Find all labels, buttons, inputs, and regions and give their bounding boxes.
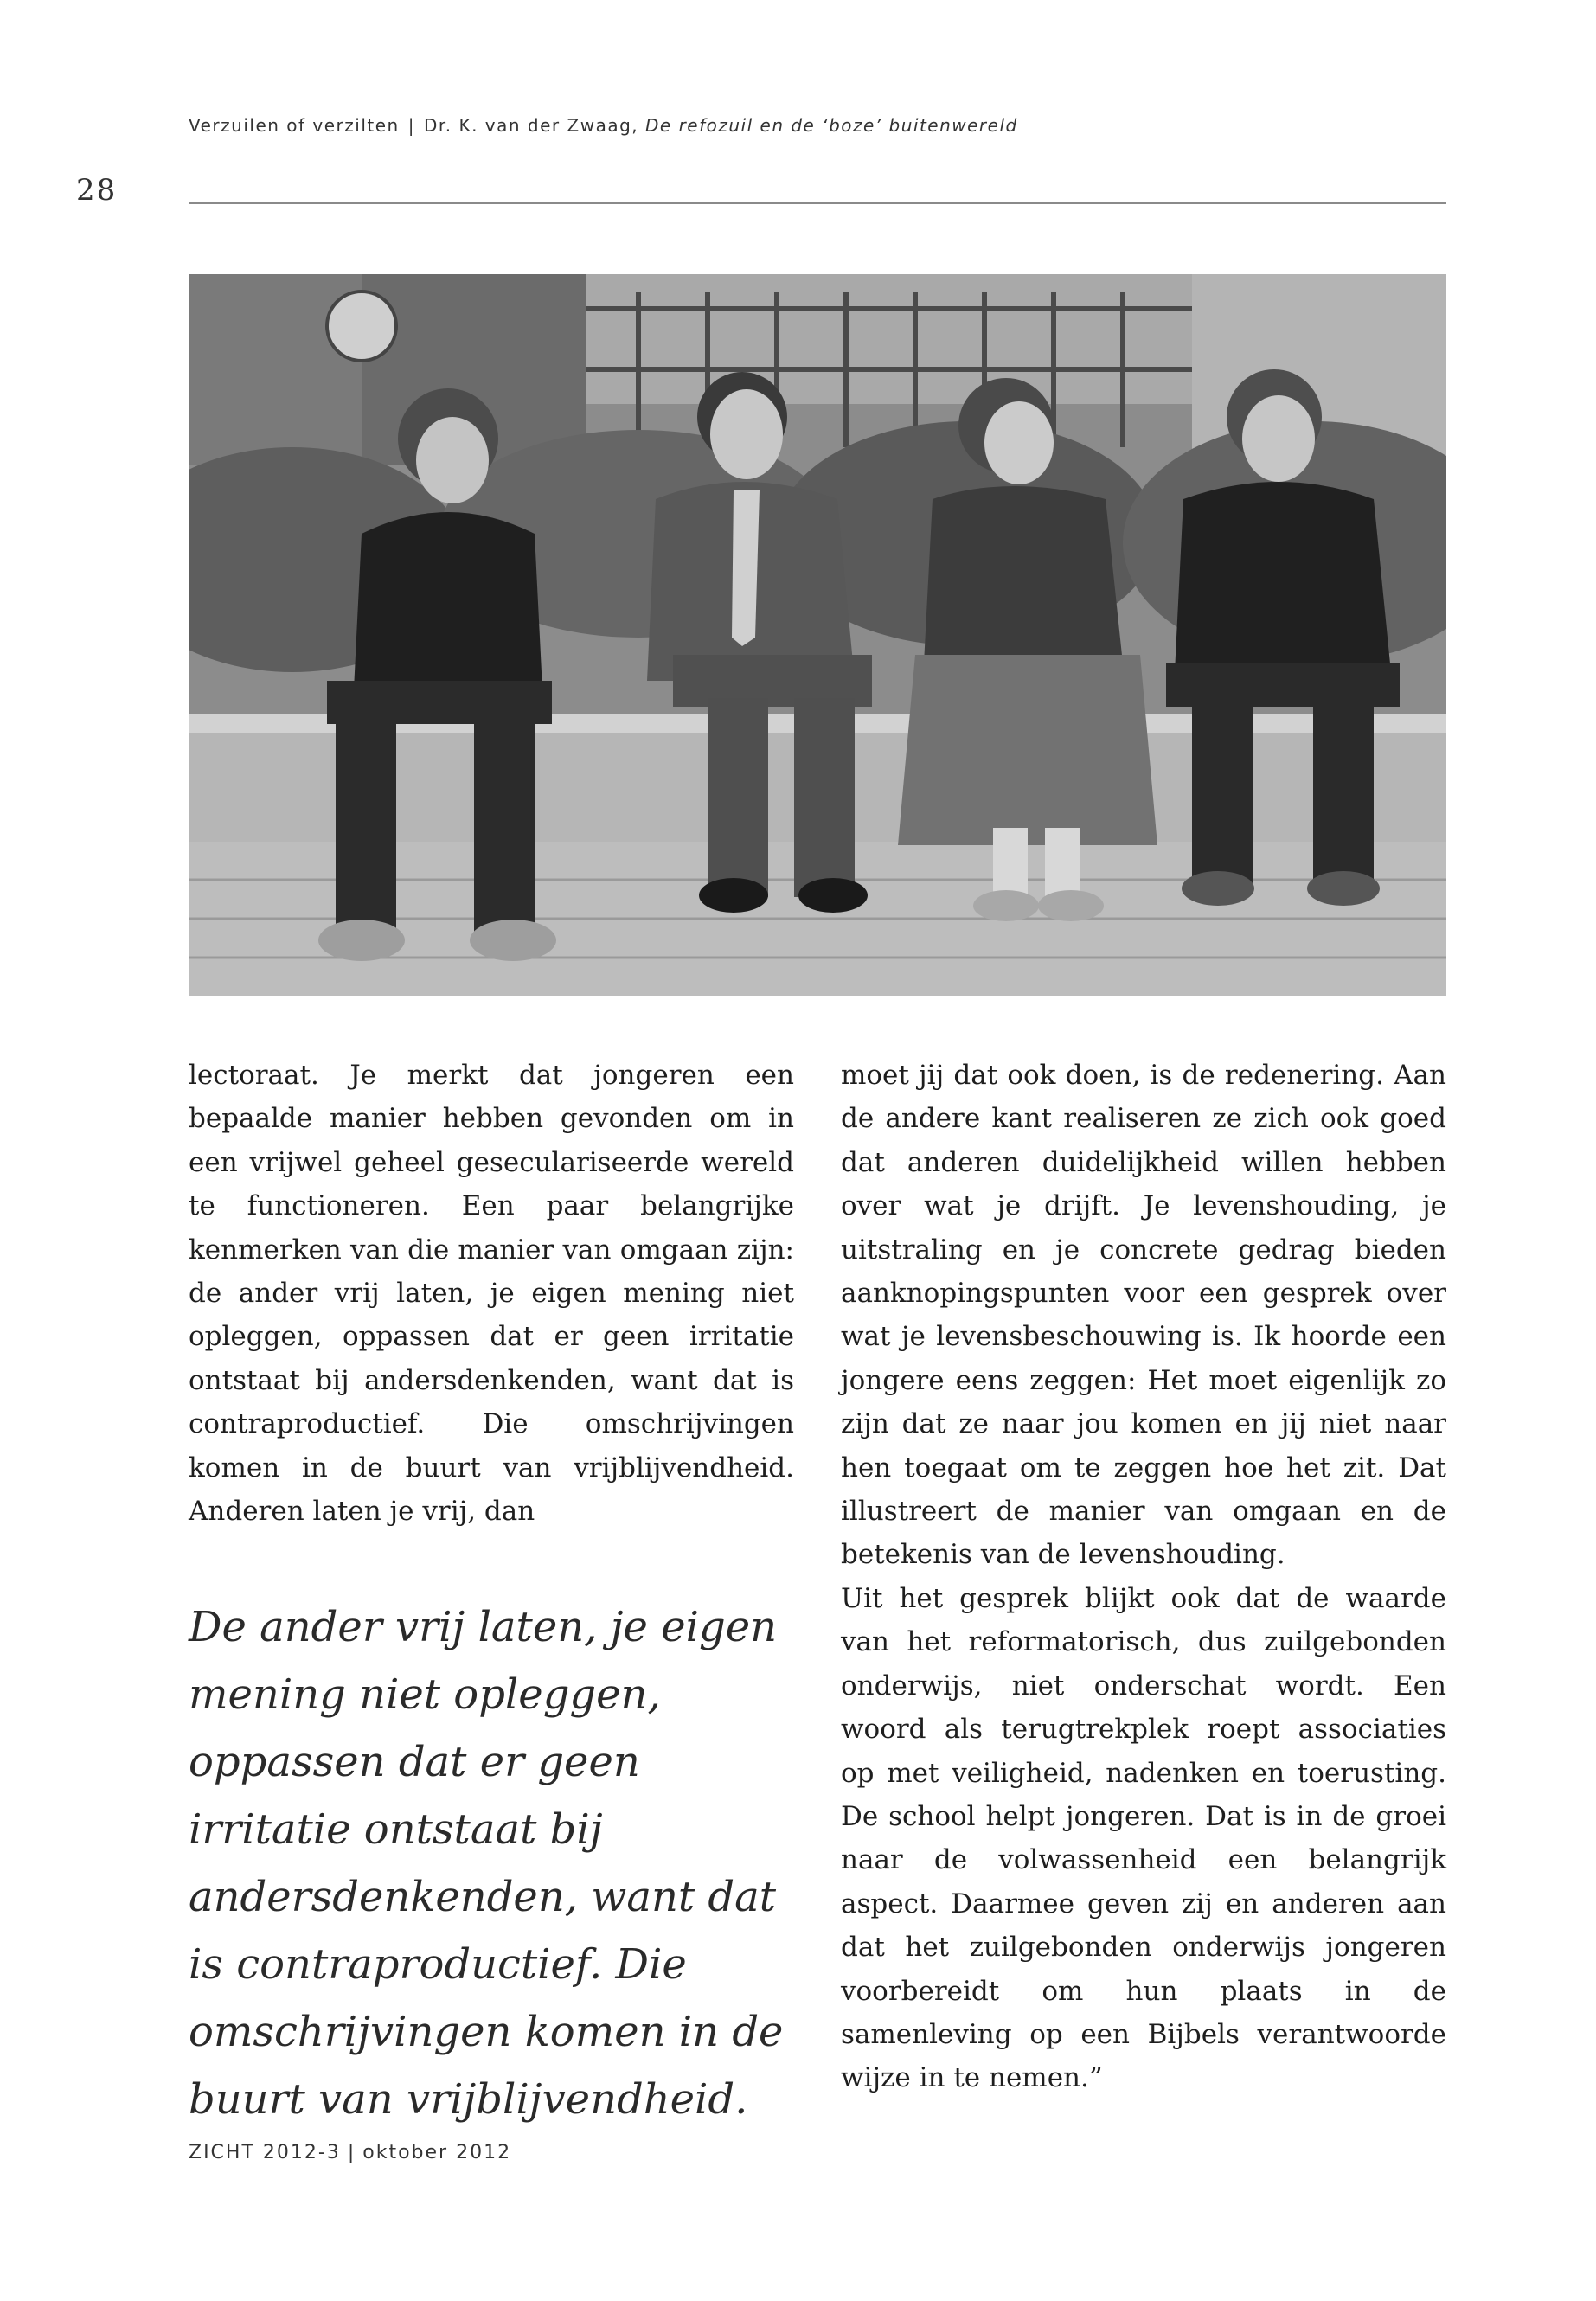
body-paragraph: lectoraat. Je merkt dat jongeren een bepaalde manier hebben gevonden om in een vrijwel geheel geseculariseerde wereld te functioneren. Een paar belangrijke kenmerken van die manier van omgaan zijn: de ander vrij laten, je eigen mening niet opleggen, oppassen dat er geen irritatie ontstaat bij andersdenkenden, want dat is contraproductief. Die omschrijvingen komen in de buurt van vrijblijvendheid. Anderen laten je vrij, dan (189, 1060, 794, 1528)
separator: | (407, 115, 415, 136)
running-head (189, 115, 1018, 136)
page-footer (189, 2142, 511, 2163)
pull-quote: De ander vrij laten, je eigen mening niet opleggen, oppassen dat er geen irritatie ontstaat bij andersdenkenden, want dat is contraproductief. Die omschrijvingen komen in de buurt van vrijblijvendheid. (189, 1603, 784, 2124)
photo-four-people-seated-on-bench-icon (189, 274, 1446, 996)
series-title: Verzuilen of verzilten (189, 115, 400, 136)
body-column-right (841, 1054, 1446, 2100)
article-photo (189, 274, 1446, 996)
issue-date: oktober 2012 (362, 2142, 512, 2163)
author-name: Dr. K. van der Zwaag, (423, 115, 639, 136)
article-title: De refozuil en de ‘boze’ buitenwereld (645, 115, 1018, 136)
body-paragraph: moet jij dat ook doen, is de redenering. Aan de andere kant realiseren ze zich ook goed dat anderen duidelijkheid willen hebben over wat je drijft. Je levenshouding, je uitstraling en je concrete gedrag bieden aanknopingspunten voor een gesprek over wat je levensbeschouwing is. Ik hoorde een jongere eens zeggen: Het moet eigenlijk zo zijn dat ze naar jou komen en jij niet naar hen toegaat om te zeggen hoe het zit. Dat illustreert de manier van omgaan en de betekenis van de levenshouding. (841, 1060, 1446, 1571)
journal-issue: ZICHT 2012-3 (189, 2142, 341, 2163)
body-paragraph: Uit het gesprek blijkt ook dat de waarde van het reformatorisch, dus zuilgebonden onderwijs, niet onderschat wordt. Een woord als terugtrekplek roept associaties op met veiligheid, nadenken en toerusting. De school helpt jongeren. Dat is in de groei naar de volwassenheid een belangrijk aspect. Daarmee geven zij en anderen aan dat het zuilgebonden onderwijs jongeren voorbereidt om hun plaats in de samenleving op een Bijbels verantwoorde wijze in te nemen.” (841, 1582, 1446, 2094)
page-number: 28 (76, 173, 118, 208)
body-column-left (189, 1054, 794, 1528)
header-rule (189, 202, 1446, 204)
separator: | (347, 2142, 356, 2163)
